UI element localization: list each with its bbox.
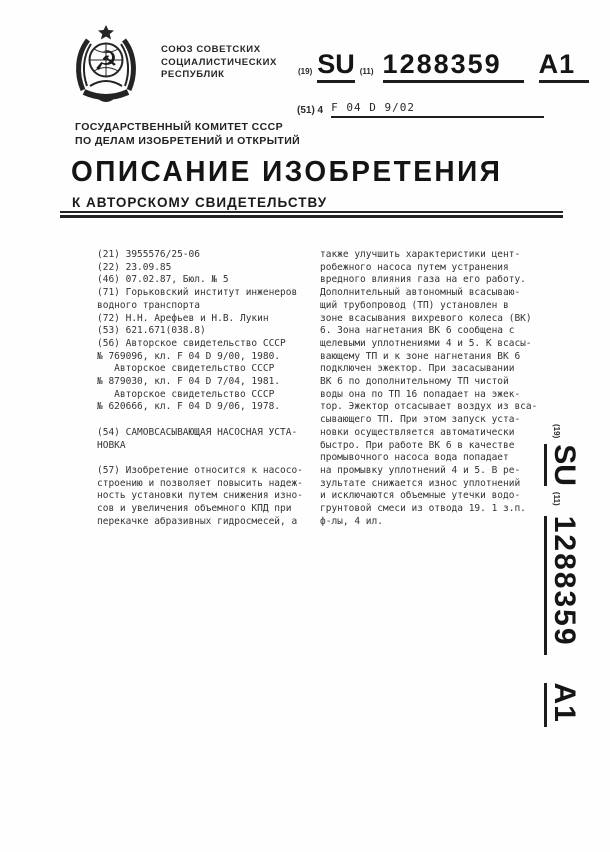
double-rule-divider [60, 211, 563, 218]
page-title: ОПИСАНИЕ ИЗОБРЕТЕНИЯ [71, 155, 503, 188]
side-inid-11-label: (11) [552, 491, 561, 506]
inid-11-label: (11) [359, 67, 374, 76]
ipc-code: F 04 D 9/02 [331, 101, 544, 118]
committee-name-text: ГОСУДАРСТВЕННЫЙ КОМИТЕТ СССР ПО ДЕЛАМ ИЗОБРЕТЕНИЙ И ОТКРЫТИЙ [75, 121, 301, 147]
inid-51-label: (51) 4 [297, 105, 324, 116]
side-country-code: SU [544, 444, 580, 486]
inid-19-label: (19) [298, 67, 313, 76]
side-inid-19-label: (19) [552, 424, 561, 439]
document-number: 1288359 [383, 50, 524, 83]
country-code: SU [317, 50, 355, 83]
ipc-classification [297, 101, 544, 118]
abstract-right-column: также улучшить характеристики цент- робежного насоса путем устранения вредного влияния газа на его работу. Дополнительный автономный всасываю- щий трубопровод (ТП) установлен в зоне всасывания вихревого колеса (ВК) 6. Зона нагнетания ВК 6 сообщена с щелевыми уплотнениями 4 и 5. К всасы- вающему ТП и к зоне нагнетания ВК 6 подключен эжектор. При засасывании ВК 6 по дополнительному ТП чистой воды она по ТП 16 попадает на эжек- тор. Эжектор отсасывает воздух из вса- сывающего ТП. При этом запуск уста- новки осуществляется автоматически быстро. При работе ВК 6 в качестве промывочного насоса вода попадает на промывку уплотнений 4 и 5. В ре- зультате снижается износ уплотнений и исключаются объемные утечки водо- грунтовой смеси из отвода 19. 1 з.п. ф-лы, 4 ил. [320, 249, 538, 527]
side-kind-code: A1 [544, 683, 580, 727]
ussr-state-emblem-icon [74, 24, 138, 106]
side-publication-identifier [544, 424, 580, 727]
publication-identifier [298, 50, 589, 83]
ussr-emblem-graphic [74, 24, 138, 106]
union-name-text: СОЮЗ СОВЕТСКИХ СОЦИАЛИСТИЧЕСКИХ РЕСПУБЛИК [161, 44, 277, 80]
bibliography-and-abstract-left-column: (21) 3955576/25-06 (22) 23.09.85 (46) 07.02.87, Бюл. № 5 (71) Горьковский институт инженеров водного транспорта (72) Н.Н. Арефьев и Н.В. Лукин (53) 621.671(038.8) (56) Авторское свидетельство СССР № 769096, кл. F 04 D 9/00, 1980. Авторское свидетельство СССР № 879030, кл. F 04 D 7/04, 1981. Авторское свидетельство СССР № 620666, кл. F 04 D 9/06, 1978. (54) САМОВСАСЫВАЮЩАЯ НАСОСНАЯ УСТА- НОВКА (57) Изобретение относится к насосо- строению и позволяет повысить надеж- ность установки путем снижения изно- сов и увеличения объемного КПД при перекачке абразивных гидросмесей, а [97, 249, 303, 527]
page-subtitle: К АВТОРСКОМУ СВИДЕТЕЛЬСТВУ [72, 195, 328, 210]
hammer-sickle-icon: ☭ [93, 46, 119, 77]
side-document-number: 1288359 [544, 516, 580, 655]
kind-code: A1 [539, 50, 590, 83]
